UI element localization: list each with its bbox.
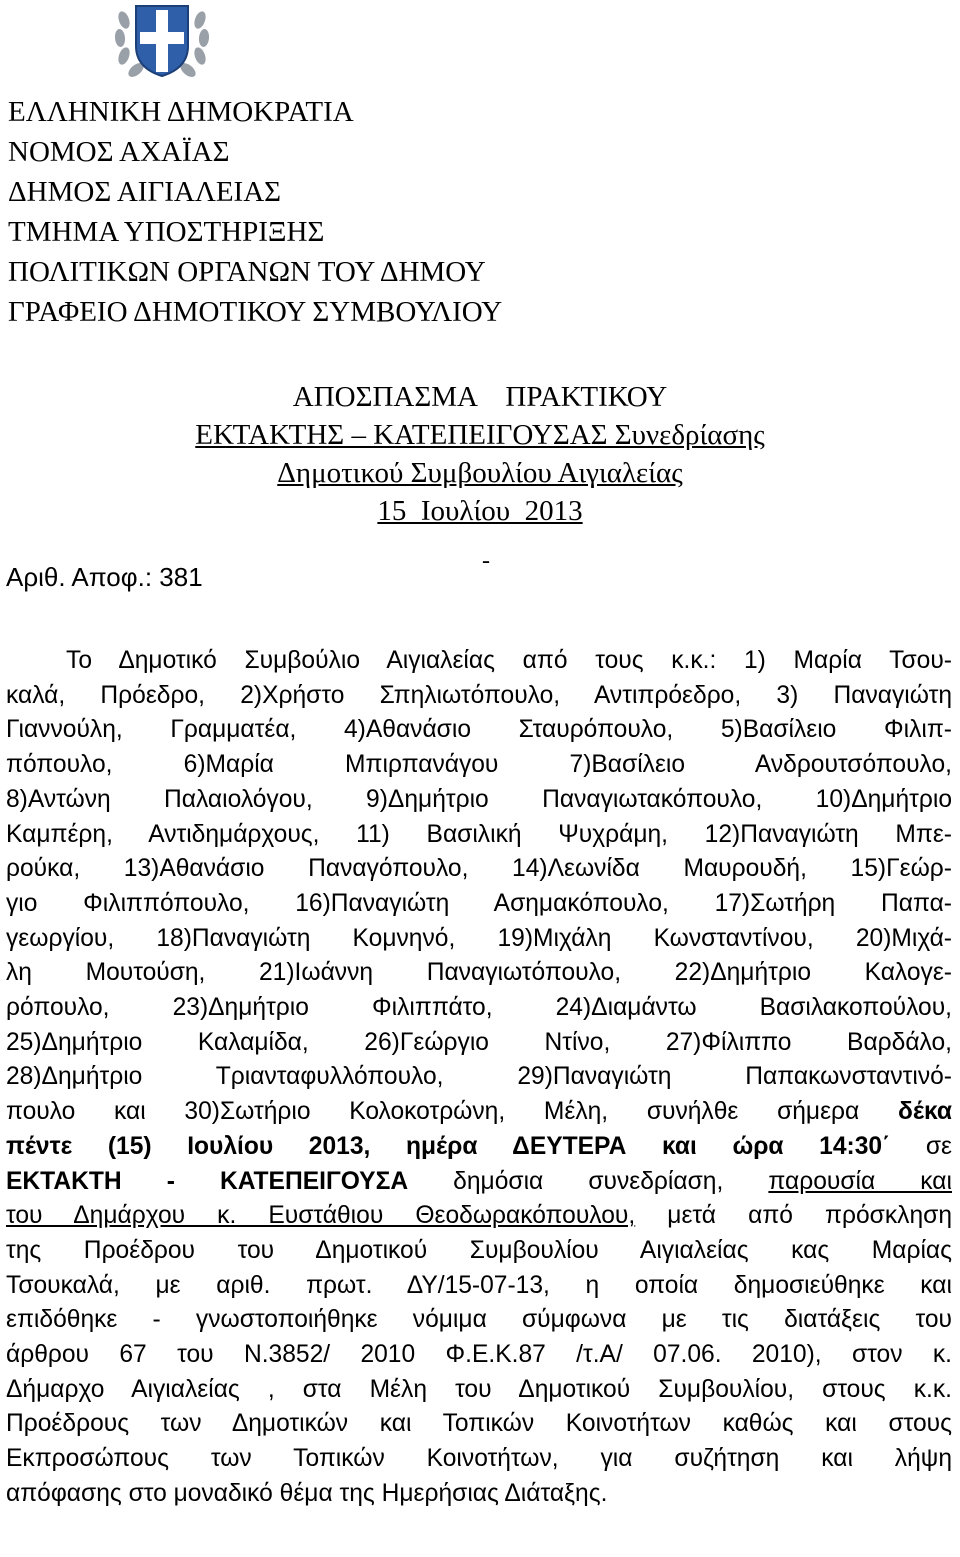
text-line: γιο Φιλιππόπουλο, 16)Παναγιώτη Ασημακόπουλο, 17)Σωτήρη Παπα- <box>6 889 952 917</box>
text-run-underlined: του Δημάρχου κ. Ευστάθιου Θεοδωρακόπουλου, <box>6 1202 636 1230</box>
header-line: ΕΛΛΗΝΙΚΗ ΔΗΜΟΚΡΑΤΙΑ <box>8 96 354 128</box>
text-line: επιδόθηκε - γνωστοποιήθηκε νόμιμα σύμφωνα με τις διατάξεις του <box>6 1306 952 1334</box>
header-line: ΠΟΛΙΤΙΚΩΝ ΟΡΓΑΝΩΝ ΤΟΥ ΔΗΜΟΥ <box>8 256 486 288</box>
greek-coat-of-arms-icon <box>108 0 216 82</box>
text-line: Δήμαρχο Αιγιαλείας , στα Μέλη του Δημοτικού Συμβουλίου, στους κ.κ. <box>6 1375 952 1403</box>
text-line: 8)Αντώνη Παλαιολόγου, 9)Δημήτριο Παναγιωτακόπουλο, 10)Δημήτριο <box>6 785 952 813</box>
text-run: σε <box>890 1132 952 1160</box>
title-line-2: ΕΚΤΑΚΤΗΣ – ΚΑΤΕΠΕΙΓΟΥΣΑΣ Συνεδρίασης <box>195 419 765 451</box>
text-line <box>6 1095 952 1130</box>
title-line-3: Δημοτικού Συμβουλίου Αιγιαλείας <box>277 457 683 489</box>
text-line: Γιαννούλη, Γραμματέα, 4)Αθανάσιο Σταυρόπουλο, 5)Βασίλειο Φιλιπ- <box>6 716 952 744</box>
decision-number: Αριθ. Αποφ.: 381 <box>6 562 203 592</box>
header-line: ΔΗΜΟΣ ΑΙΓΙΑΛΕΙΑΣ <box>8 176 282 208</box>
text-line: πόπουλο, 6)Μαρία Μπιρπανάγου 7)Βασίλειο Ανδρουτσόπουλο, <box>6 751 952 779</box>
text-line: καλά, Πρόεδρο, 2)Χρήστο Σπηλιωτόπουλο, Αντιπρόεδρο, 3) Παναγιώτη <box>6 681 952 709</box>
text-run: πουλο και 30)Σωτήριο Κολοκοτρώνη, Μέλη, συνήλθε σήμερα <box>6 1098 898 1126</box>
text-run-bold: δέκα <box>897 1098 952 1126</box>
text-run: δημόσια συνεδρίαση, <box>408 1167 769 1195</box>
text-line: Τσουκαλά, με αριθ. πρωτ. ΔΥ/15-07-13, η οποία δημοσιεύθηκε και <box>6 1271 952 1299</box>
text-line: άρθρου 67 του Ν.3852/ 2010 Φ.Ε.Κ.87 /τ.Α/ 07.06. 2010), στον κ. <box>6 1341 952 1369</box>
minutes-paragraph <box>6 644 952 1512</box>
title-line-1: ΑΠΟΣΠΑΣΜΑ ΠΡΑΚΤΙΚΟΥ <box>292 381 668 413</box>
text-line <box>6 1199 952 1234</box>
text-line: γεωργίου, 18)Παναγιώτη Κομνηνό, 19)Μιχάλη Κωνσταντίνου, 20)Μιχά- <box>6 924 952 952</box>
text-line: ρούκα, 13)Αθανάσιο Παναγόπουλο, 14)Λεωνίδα Μαυρουδή, 15)Γεώρ- <box>6 855 952 883</box>
document-title <box>0 378 960 530</box>
text-line: 28)Δημήτριο Τριανταφυλλόπουλο, 29)Παναγιώτη Παπακωνσταντινό- <box>6 1063 952 1091</box>
text-line: λη Μουτούση, 21)Ιωάννη Παναγιωτόπουλο, 22)Δημήτριο Καλογε- <box>6 959 952 987</box>
text-run-underlined: παρουσία και <box>768 1167 952 1195</box>
header-line: ΝΟΜΟΣ ΑΧΑΪΑΣ <box>8 136 230 168</box>
text-line: Προέδρους των Δημοτικών και Τοπικών Κοινοτήτων καθώς και στους <box>6 1410 952 1438</box>
header-line: ΓΡΑΦΕΙΟ ΔΗΜΟΤΙΚΟΥ ΣΥΜΒΟΥΛΙΟΥ <box>8 296 503 328</box>
text-line: της Προέδρου του Δημοτικού Συμβουλίου Αιγιαλείας κας Μαρίας <box>6 1236 952 1264</box>
header-line: ΤΜΗΜΑ ΥΠΟΣΤΗΡΙΞΗΣ <box>8 216 325 248</box>
issuer-header <box>8 92 502 332</box>
text-line: Καμπέρη, Αντιδημάρχους, 11) Βασιλική Ψυχράμη, 12)Παναγιώτη Μπε- <box>6 820 952 848</box>
text-line: Εκπροσώπους των Τοπικών Κοινοτήτων, για συζήτηση και λήψη <box>6 1445 952 1473</box>
text-run-bold: πέντε (15) Ιουλίου 2013, ημέρα ΔΕΥΤΕΡΑ και ώρα 14:30΄ <box>6 1132 891 1160</box>
separator-dash: - <box>482 548 490 574</box>
text-line: ρόπουλο, 23)Δημήτριο Φιλιππάτο, 24)Διαμάντω Βασιλακοπούλου, <box>6 994 952 1022</box>
text-run-bold: ΕΚΤΑΚΤΗ - ΚΑΤΕΠΕΙΓΟΥΣΑ <box>6 1167 409 1195</box>
text-line <box>6 1130 952 1165</box>
text-line: 25)Δημήτριο Καλαμίδα, 26)Γεώργιο Ντίνο, 27)Φίλιππο Βαρδάλο, <box>6 1028 952 1056</box>
text-line: απόφασης στο μοναδικό θέμα της Ημερήσιας Διάταξης. <box>6 1479 608 1507</box>
title-line-4: 15 Ιουλίου 2013 <box>377 495 583 527</box>
text-line <box>6 1165 952 1200</box>
text-line: Το Δημοτικό Συμβούλιο Αιγιαλείας από τους κ.κ.: 1) Μαρία Τσου- <box>66 647 952 674</box>
text-run: μετά από πρόσκληση <box>635 1202 952 1230</box>
